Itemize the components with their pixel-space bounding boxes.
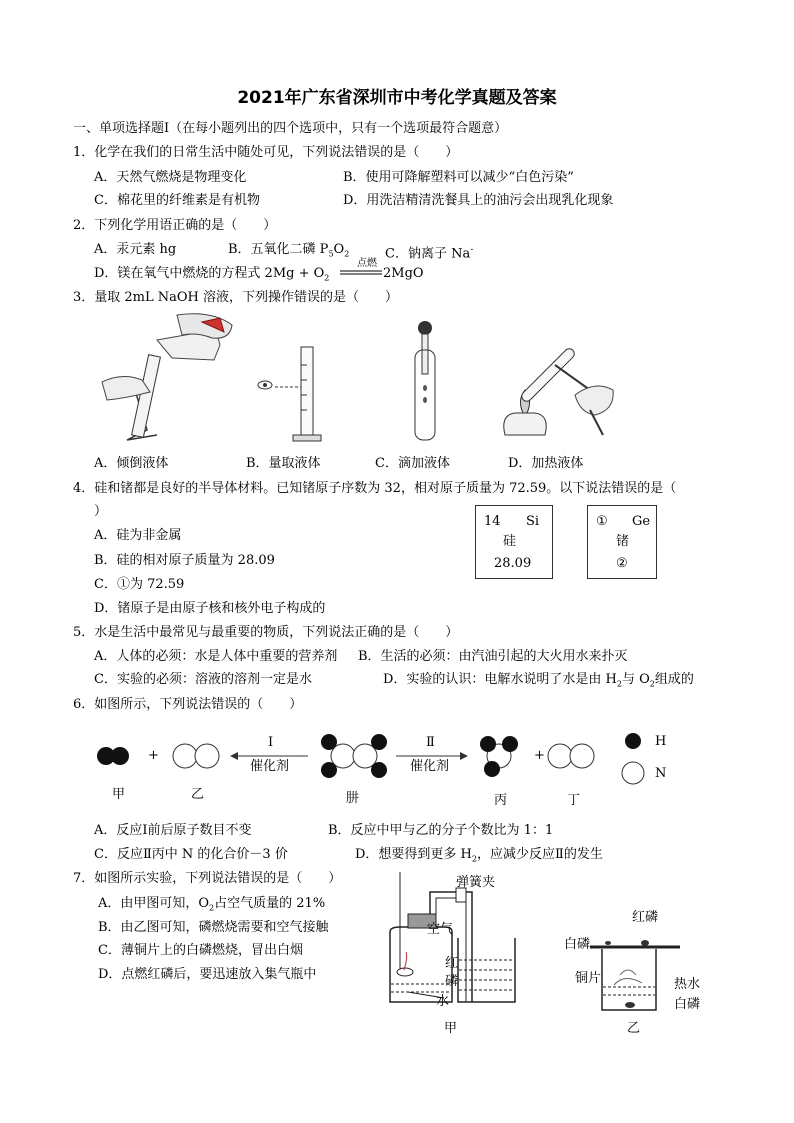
q6-option-b: B．反应中甲与乙的分子个数比为 1：1: [328, 823, 554, 838]
q2-option-d: D．镁在氧气中燃烧的方程式 $2Mg + O_2$: [94, 266, 330, 283]
silicon-name: 硅: [503, 534, 517, 549]
label-hot-water: 热水: [674, 977, 701, 992]
q5-stem: 5．水是生活中最常见与最重要的物质，下列说法正确的是（ ）: [73, 625, 459, 640]
q1-option-c: C．棉花里的纤维素是有机物: [94, 193, 260, 208]
label-jia: 甲: [112, 787, 126, 802]
q3-option-d: D．加热液体: [508, 456, 584, 471]
q4-option-a: A．硅为非金属: [94, 528, 182, 543]
figure-label-yi: 乙: [627, 1021, 641, 1036]
q1-stem: 1．化学在我们的日常生活中随处可见，下列说法错误的是（ ）: [73, 145, 459, 160]
q3-stem: 3．量取 2mL NaOH 溶液，下列操作错误的是（ ）: [73, 290, 399, 305]
label-copper-sheet: 铜片: [575, 971, 602, 986]
q5-option-c: C．实验的必须：溶液的溶剂一定是水: [94, 672, 312, 687]
silicon-element-card: [475, 505, 553, 579]
reaction-ii-label: Ⅱ: [426, 735, 435, 750]
label-air: 空气: [427, 922, 454, 937]
heating-liquid-figure: [495, 335, 620, 445]
germanium-mass: ②: [616, 556, 628, 571]
legend-n: N: [655, 766, 667, 781]
germanium-element-card: [587, 505, 657, 579]
label-red-phosphorus-2: 磷: [445, 974, 459, 989]
q6-stem: 6．如图所示，下列说法错误的（ ）: [73, 697, 303, 712]
germanium-atomic-number: ①: [596, 514, 608, 529]
plus-sign-2: +: [534, 748, 545, 763]
label-yi: 乙: [191, 787, 205, 802]
q6-option-c: C．反应Ⅱ丙中 N 的化合价－3 价: [94, 847, 288, 862]
reaction-i-catalyst: 催化剂: [250, 759, 290, 774]
q7-option-d: D．点燃红磷后，要迅速放入集气瓶中: [98, 967, 317, 982]
q2-reaction-condition: 点燃: [357, 258, 377, 269]
germanium-symbol: Ge: [632, 514, 651, 529]
q3-option-a: A．倾倒液体: [94, 456, 169, 471]
q2-stem: 2．下列化学用语正确的是（ ）: [73, 218, 277, 233]
reaction-diagram: [96, 728, 686, 808]
legend-h: H: [655, 734, 667, 749]
q1-option-a: A．天然气燃烧是物理变化: [94, 170, 247, 185]
q4-stem-end: ）: [94, 504, 108, 519]
label-ding: 丁: [567, 793, 581, 808]
page-title: 2021年广东省深圳市中考化学真题及答案: [237, 88, 557, 108]
dropping-liquid-figure: [405, 320, 445, 445]
experiment-jia-figure: [380, 872, 530, 1017]
q2-option-c: C．钠离子 Na-: [385, 245, 474, 262]
q4-option-c: C．①为 72.59: [94, 577, 185, 592]
q7-option-b: B．由乙图可知，磷燃烧需要和空气接触: [98, 920, 329, 935]
q4-option-d: D．锗原子是由原子核和核外电子构成的: [94, 601, 326, 616]
q6-option-a: A．反应Ⅰ前后原子数目不变: [94, 823, 252, 838]
q2-option-d-product: 2MgO: [383, 266, 424, 281]
silicon-symbol: Si: [526, 514, 540, 529]
section-heading: 一、单项选择题Ⅰ（在每小题列出的四个选项中，只有一个选项最符合题意）: [73, 121, 508, 136]
label-bing: 丙: [494, 793, 508, 808]
label-jing: 肼: [346, 791, 360, 806]
q2-option-a: A．汞元素 hg: [94, 242, 177, 257]
q4-option-b: B．硅的相对原子质量为 28.09: [94, 553, 275, 568]
label-red-phosphorus-1: 红: [445, 956, 459, 971]
q7-stem: 7．如图所示实验，下列说法错误的是（ ）: [73, 871, 342, 886]
q2-option-b: B．五氧化二磷 $P_5O_2$: [228, 242, 350, 259]
q1-option-d: D．用洗洁精清洗餐具上的油污会出现乳化现象: [343, 193, 614, 208]
q6-option-d: D．想要得到更多 $H_2$，应减少反应Ⅱ的发生: [355, 847, 603, 864]
reading-cylinder-figure: [255, 345, 335, 445]
silicon-mass: 28.09: [494, 556, 532, 571]
q3-option-c: C．滴加液体: [375, 456, 450, 471]
q7-option-c: C．薄铜片上的白磷燃烧，冒出白烟: [98, 943, 303, 958]
silicon-atomic-number: 14: [484, 514, 501, 529]
q5-option-a: A．人体的必须：水是人体中重要的营养剂: [94, 649, 338, 664]
pouring-liquid-figure: [102, 310, 242, 445]
q7-option-a: A．由甲图可知，$O_2$占空气质量的 21%: [98, 896, 326, 913]
label-white-phosphorus-2: 白磷: [674, 997, 701, 1012]
experiment-yi-figure: [590, 925, 680, 1015]
q1-option-b: B．使用可降解塑料可以减少“白色污染”: [343, 170, 574, 185]
label-white-phosphorus: 白磷: [564, 937, 591, 952]
q5-option-b: B．生活的必须：由汽油引起的大火用水来扑灭: [358, 649, 628, 664]
reaction-ii-catalyst: 催化剂: [410, 759, 450, 774]
figure-label-jia: 甲: [444, 1021, 458, 1036]
label-spring-clip: 弹簧夹: [456, 875, 496, 890]
label-red-phosphorus: 红磷: [632, 910, 659, 925]
q3-option-b: B．量取液体: [246, 456, 321, 471]
q5-option-d: D．实验的认识：电解水说明了水是由 $H_2$与 $O_2$组成的: [383, 672, 694, 689]
label-water: 水: [436, 994, 450, 1009]
germanium-name: 锗: [616, 534, 630, 549]
reaction-i-label: Ⅰ: [268, 735, 274, 750]
q4-stem: 4．硅和锗都是良好的半导体材料。已知锗原子序数为 32，相对原子质量为 72.59。以下说法错误的是（: [73, 481, 677, 496]
double-arrow-line: [340, 270, 384, 276]
plus-sign-1: +: [148, 748, 159, 763]
